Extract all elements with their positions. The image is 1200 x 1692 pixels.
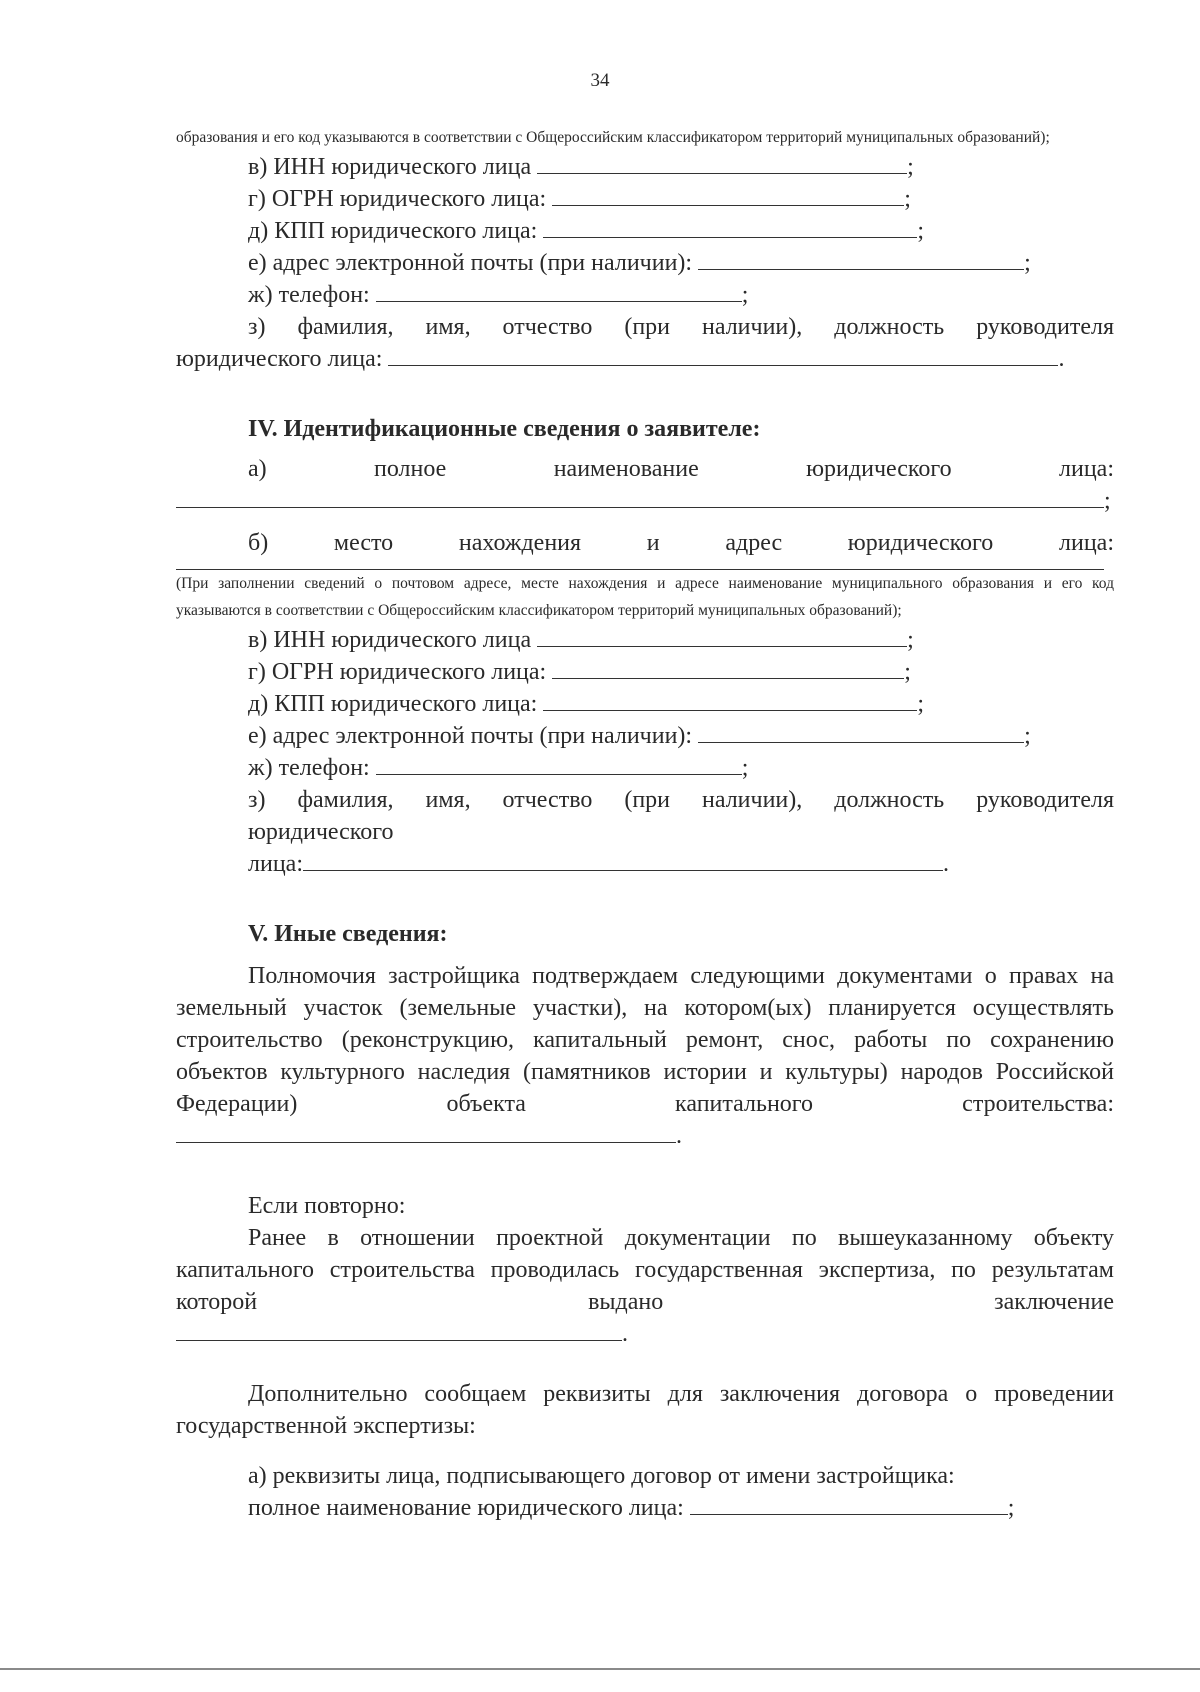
page-bottom-edge xyxy=(0,1668,1200,1670)
s4-email-label: е) адрес электронной почты (при наличии): xyxy=(248,723,693,749)
s4-kpp-label: д) КПП юридического лица: xyxy=(248,691,538,717)
s4-b-label: б) место нахождения и адрес юридического лица: xyxy=(248,530,1114,556)
s4-head-line: з) фамилия, имя, отчество (при наличии), должность руководителя xyxy=(248,787,1114,813)
top-kpp-field: д) КПП юридического лица: ; xyxy=(176,215,1114,247)
s5-repeat-blank[interactable] xyxy=(176,1318,622,1341)
s4-email-blank[interactable] xyxy=(698,720,1024,743)
top-kpp-blank[interactable] xyxy=(543,215,917,238)
s4-phone-label: ж) телефон: xyxy=(248,755,370,781)
s4-ogrn-blank[interactable] xyxy=(552,656,904,679)
s5-powers-label: Полномочия застройщика подтверждаем следующими документами о правах на земельный участок (земельные участки), на котором(ых) планируется осуществлять строительство (реконструкцию, капитальный ремонт, снос, работы по сохранению объектов культурного наследия (памятников истории и культуры) народов Российской Федерации) объекта капитального строительства: xyxy=(176,963,1114,1117)
top-ogrn-label: г) ОГРН юридического лица: xyxy=(248,186,547,212)
top-ogrn-blank[interactable] xyxy=(552,183,904,206)
s4-inn-field: в) ИНН юридического лица ; xyxy=(176,624,1114,656)
top-phone-blank[interactable] xyxy=(376,279,742,302)
s4-ogrn-field: г) ОГРН юридического лица: ; xyxy=(176,656,1114,688)
s4-head-field: лица: . xyxy=(176,848,1114,880)
top-email-blank[interactable] xyxy=(698,247,1024,270)
top-phone-label: ж) телефон: xyxy=(248,282,370,308)
s5-repeat-field: . xyxy=(176,1318,1114,1350)
top-head-field: юридического лица: . xyxy=(176,343,1114,375)
s4-kpp-blank[interactable] xyxy=(543,688,917,711)
top-email-field: е) адрес электронной почты (при наличии): ; xyxy=(176,247,1114,279)
s4-a-label: а) полное наименование юридического лица: xyxy=(248,456,1114,482)
s4-inn-blank[interactable] xyxy=(537,624,907,647)
top-inn-label: в) ИНН юридического лица xyxy=(248,154,532,180)
s5-powers-text: Полномочия застройщика подтверждаем следующими документами о правах на земельный участок (земельные участки), на котором(ых) планируется осуществлять строительство (реконструкцию, капитальный ремонт, снос, работы по сохранению объектов культурного наследия (памятников истории и культуры) народов Российской Федерации) объекта капитального строительства: . xyxy=(176,963,1114,1149)
top-head-line: з) фамилия, имя, отчество (при наличии), должность руководителя xyxy=(248,314,1114,340)
top-inn-field: в) ИНН юридического лица ; xyxy=(176,151,1114,183)
top-kpp-label: д) КПП юридического лица: xyxy=(248,218,538,244)
s5-fullname-label: полное наименование юридического лица: xyxy=(248,1495,684,1521)
s5-signer-label: а) реквизиты лица, подписывающего договор от имени застройщика: xyxy=(248,1463,955,1489)
s5-powers-blank[interactable] xyxy=(176,1120,676,1143)
top-note: образования и его код указываются в соответствии с Общероссийским классификатором территорий муниципальных образований); xyxy=(176,129,1050,146)
s4-a-blank[interactable] xyxy=(176,485,1104,508)
s5-repeat-text: Ранее в отношении проектной документации по вышеуказанному объекту капитального строительства проводилась государственная экспертиза, по результатам которой выдано заключение xyxy=(176,1225,1114,1315)
s4-head-blank[interactable] xyxy=(303,848,943,871)
section-5-title: V. Иные сведения: xyxy=(248,921,448,947)
top-email-label: е) адрес электронной почты (при наличии): xyxy=(248,250,693,276)
s4-head-line-2: юридического xyxy=(248,819,394,845)
s5-repeat-label: Если повторно: xyxy=(248,1193,406,1219)
s4-email-field: е) адрес электронной почты (при наличии): ; xyxy=(176,720,1114,752)
s4-inn-label: в) ИНН юридического лица xyxy=(248,627,532,653)
s4-phone-blank[interactable] xyxy=(376,752,742,775)
page-number: 34 xyxy=(590,70,610,91)
document-body xyxy=(176,124,1114,1524)
top-inn-blank[interactable] xyxy=(537,151,907,174)
s4-head-label: лица: xyxy=(248,851,303,877)
s5-additional-text: Дополнительно сообщаем реквизиты для заключения договора о проведении государственной экспертизы: xyxy=(176,1381,1114,1439)
s4-note: (При заполнении сведений о почтовом адресе, месте нахождения и адресе наименование муниципального образования и его код указываются в соответствии с Общероссийским классификатором территорий муниципальных образований); xyxy=(176,575,1114,619)
s4-ogrn-label: г) ОГРН юридического лица: xyxy=(248,659,547,685)
top-head-label: юридического лица: xyxy=(176,346,383,372)
section-4-title: IV. Идентификационные сведения о заявителе: xyxy=(248,416,761,442)
s4-phone-field: ж) телефон: ; xyxy=(176,752,1114,784)
top-head-blank[interactable] xyxy=(388,343,1058,366)
top-phone-field: ж) телефон: ; xyxy=(176,279,1114,311)
s5-fullname-field: полное наименование юридического лица: ; xyxy=(176,1492,1114,1524)
s4-b-blank[interactable] xyxy=(176,559,1104,570)
s4-kpp-field: д) КПП юридического лица: ; xyxy=(176,688,1114,720)
top-ogrn-field: г) ОГРН юридического лица: ; xyxy=(176,183,1114,215)
s4-a-field: ; xyxy=(176,485,1114,517)
s5-fullname-blank[interactable] xyxy=(690,1492,1008,1515)
